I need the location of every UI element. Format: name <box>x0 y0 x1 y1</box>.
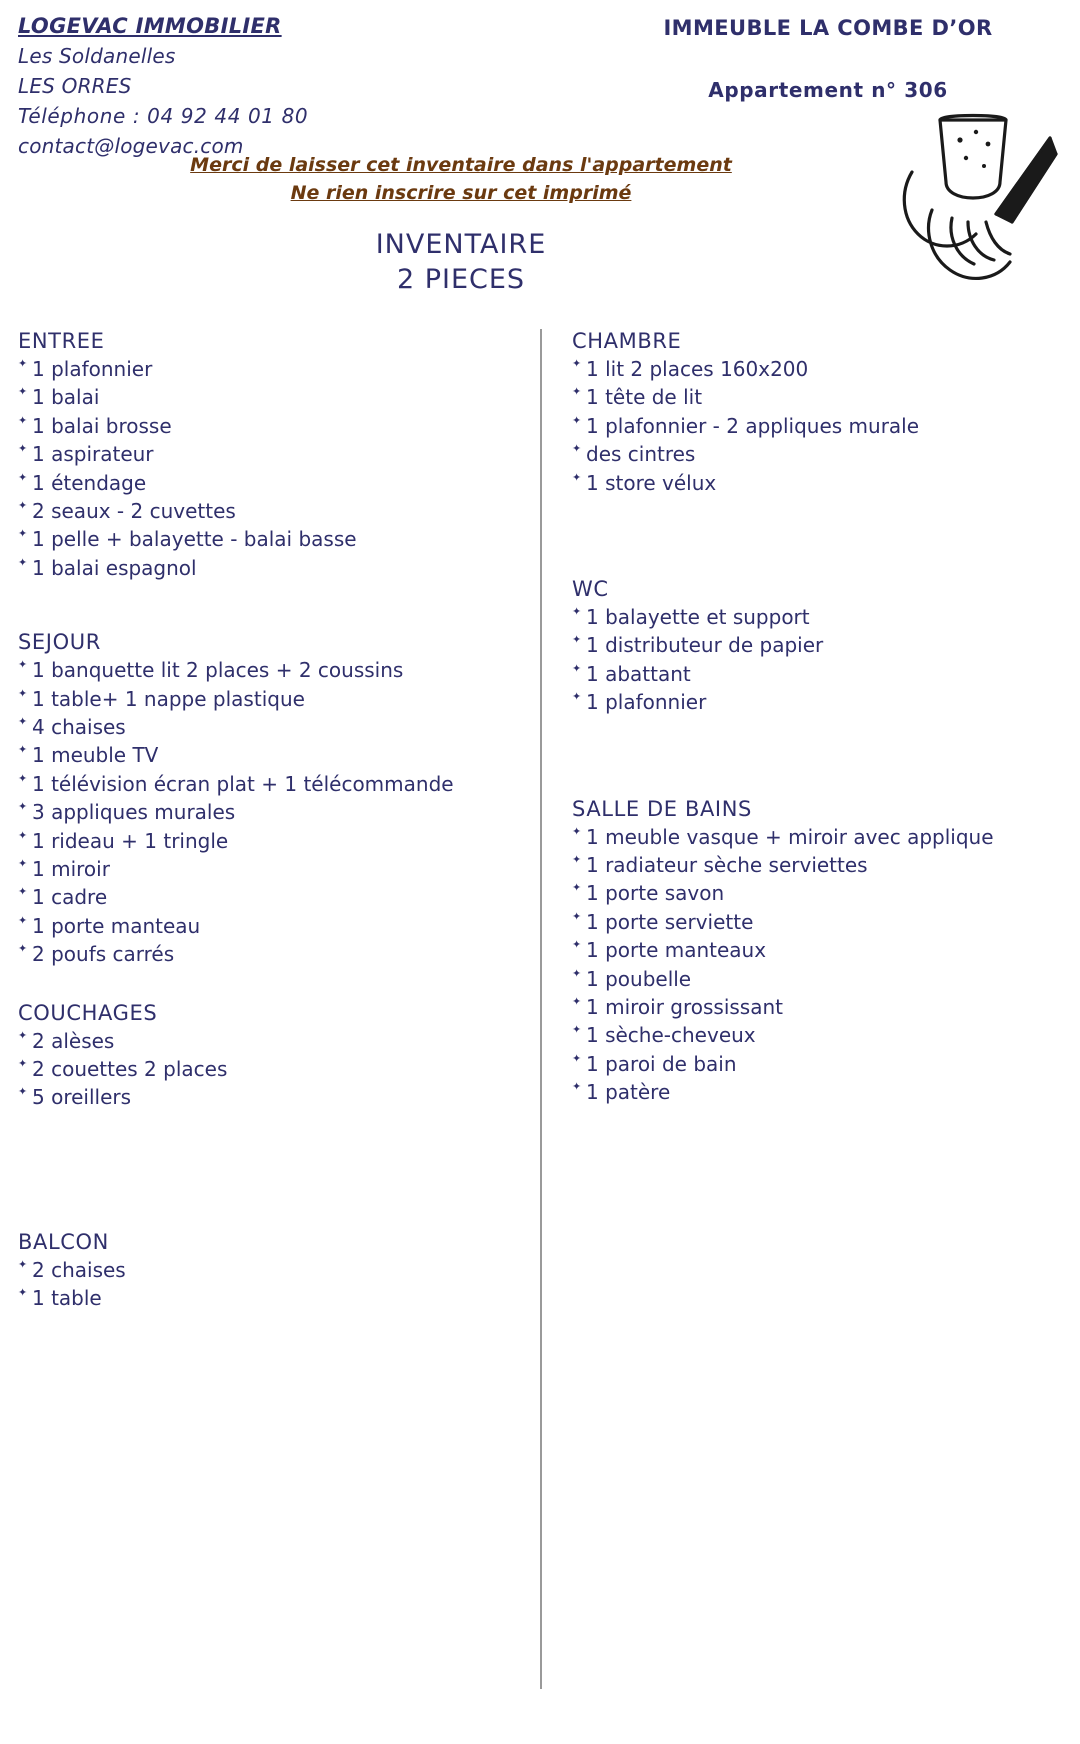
section-title: COUCHAGES <box>18 1000 158 1025</box>
spacer <box>572 739 1042 797</box>
building-block <box>618 16 1038 102</box>
list-item: ✦ 1 balai espagnol <box>18 554 488 582</box>
building-name: IMMEUBLE LA COMBE D’OR <box>663 16 993 40</box>
list-item: ✦ 1 porte manteaux <box>572 936 1042 964</box>
list-item: ✦ 1 porte manteau <box>18 912 488 940</box>
section-title: BALCON <box>18 1229 109 1254</box>
list-item: ✦ 1 balai <box>18 383 488 411</box>
list-item: ✦ 2 alèses <box>18 1027 488 1055</box>
spacer <box>18 1134 488 1230</box>
list-item: ✦ 1 tête de lit <box>572 383 1042 411</box>
left-column <box>18 329 488 1334</box>
agency-name: LOGEVAC IMMOBILIER <box>18 14 282 38</box>
list-item: ✦ 1 distributeur de papier <box>572 631 1042 659</box>
document-header <box>18 14 1054 158</box>
section-chambre <box>572 329 1042 497</box>
section-wc <box>572 577 1042 717</box>
list-item: ✦ 2 couettes 2 places <box>18 1055 488 1083</box>
list-item: ✦ 1 porte savon <box>572 879 1042 907</box>
list-item: ✦ 1 patère <box>572 1078 1042 1106</box>
list-item: ✦ 1 radiateur sèche serviettes <box>572 851 1042 879</box>
list-item: ✦ 1 étendage <box>18 469 488 497</box>
section-title: SALLE DE BAINS <box>572 796 752 821</box>
section-sejour <box>18 630 488 968</box>
agency-block <box>18 14 558 158</box>
list-item: ✦ des cintres <box>572 440 1042 468</box>
inventory-columns <box>18 329 1054 1639</box>
list-item: ✦ 1 miroir grossissant <box>572 993 1042 1021</box>
list-item: ✦ 3 appliques murales <box>18 798 488 826</box>
agency-phone: Téléphone : 04 92 44 01 80 <box>18 104 309 128</box>
spacer <box>18 991 488 1001</box>
spacer <box>18 604 488 630</box>
list-item: ✦ 1 télévision écran plat + 1 télécommande <box>18 770 488 798</box>
list-item: ✦ 1 poubelle <box>572 965 1042 993</box>
list-item: ✦ 1 aspirateur <box>18 440 488 468</box>
list-item: ✦ 1 sèche-cheveux <box>572 1021 1042 1049</box>
notice-block <box>18 152 1054 207</box>
list-item: ✦ 1 miroir <box>18 855 488 883</box>
list-item: ✦ 2 poufs carrés <box>18 940 488 968</box>
list-item: ✦ 1 abattant <box>572 660 1042 688</box>
agency-address-line-2: LES ORRES <box>18 74 132 98</box>
section-entree <box>18 329 488 582</box>
list-item: ✦ 4 chaises <box>18 713 488 741</box>
list-item: ✦ 1 rideau + 1 tringle <box>18 827 488 855</box>
spacer <box>572 519 1042 577</box>
list-item: ✦ 1 table <box>18 1284 488 1312</box>
apartment-number: Appartement n° 306 <box>708 78 948 102</box>
page-subtitle: 2 PIECES <box>396 264 526 296</box>
list-item: ✦ 1 plafonnier <box>18 355 488 383</box>
list-item: ✦ 1 plafonnier <box>572 688 1042 716</box>
agency-email: contact@logevac.com <box>18 134 244 158</box>
list-item: ✦ 2 seaux - 2 cuvettes <box>18 497 488 525</box>
list-item: ✦ 1 meuble vasque + miroir avec applique <box>572 823 1042 851</box>
section-title: WC <box>572 577 609 602</box>
section-couchages <box>18 1001 488 1112</box>
notice-line-2: Ne rien inscrire sur cet imprimé <box>290 181 632 204</box>
list-item: ✦ 1 table+ 1 nappe plastique <box>18 685 488 713</box>
list-item: ✦ 1 plafonnier - 2 appliques murale <box>572 412 1042 440</box>
agency-address-line-1: Les Soldanelles <box>18 44 176 68</box>
section-title: SEJOUR <box>18 630 101 655</box>
whisk-and-bowl-icon <box>900 110 1060 295</box>
section-title: ENTREE <box>18 329 105 354</box>
section-balcon <box>18 1230 488 1313</box>
right-column <box>572 329 1042 1128</box>
notice-line-1: Merci de laisser cet inventaire dans l'appartement <box>190 154 732 176</box>
list-item: ✦ 5 oreillers <box>18 1083 488 1111</box>
section-salle-de-bains <box>572 797 1042 1107</box>
page-title: INVENTAIRE <box>375 229 547 261</box>
column-divider <box>540 329 542 1689</box>
list-item: ✦ 1 lit 2 places 160x200 <box>572 355 1042 383</box>
section-title: CHAMBRE <box>572 329 682 354</box>
list-item: ✦ 1 banquette lit 2 places + 2 coussins <box>18 656 488 684</box>
list-item: ✦ 1 store vélux <box>572 469 1042 497</box>
list-item: ✦ 2 chaises <box>18 1256 488 1284</box>
list-item: ✦ 1 balai brosse <box>18 412 488 440</box>
list-item: ✦ 1 meuble TV <box>18 741 488 769</box>
list-item: ✦ 1 porte serviette <box>572 908 1042 936</box>
list-item: ✦ 1 paroi de bain <box>572 1050 1042 1078</box>
list-item: ✦ 1 cadre <box>18 883 488 911</box>
title-block <box>18 229 1054 295</box>
list-item: ✦ 1 pelle + balayette - balai basse <box>18 525 488 553</box>
list-item: ✦ 1 balayette et support <box>572 603 1042 631</box>
